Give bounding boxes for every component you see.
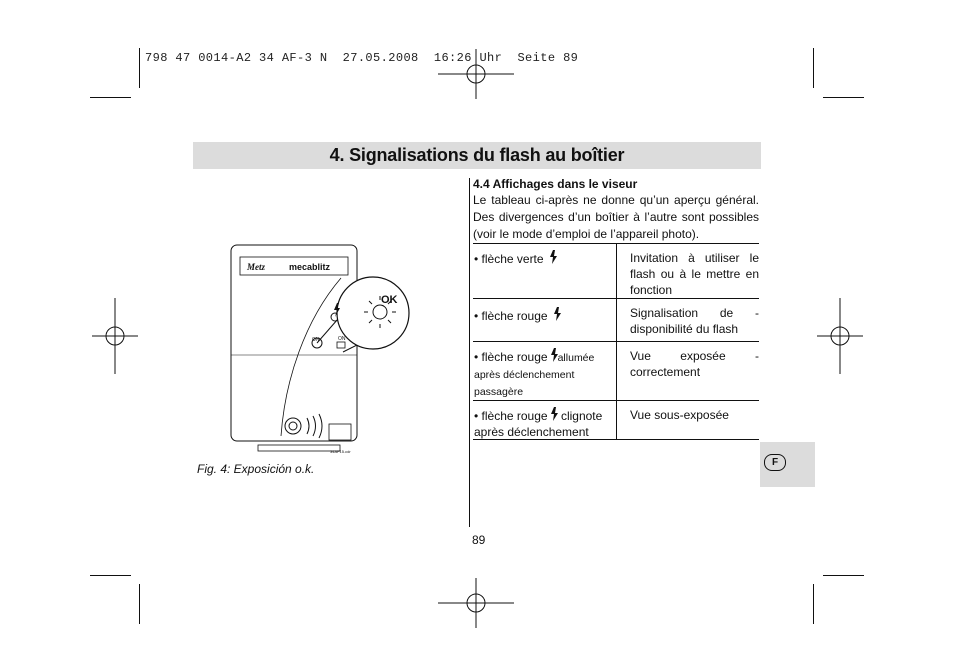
indicator-label: • flèche rouge [474, 309, 548, 323]
language-tab [760, 442, 815, 487]
table-row [473, 400, 759, 440]
indicator-label: • flèche rouge [474, 350, 548, 364]
chapter-title: 4. Signalisations du flash au boîtier [329, 145, 625, 165]
indicator-label: • flèche verte [474, 252, 544, 266]
section-heading: 4.4 Affichages dans le viseur [473, 177, 638, 191]
chapter-title-bar [193, 142, 761, 169]
indicator-note: clignote [560, 409, 603, 423]
table-row [473, 298, 759, 341]
meaning-cell: Signalisation de - disponibilité du flash [630, 306, 759, 336]
flash-arrow-icon [553, 307, 561, 321]
language-code: F [764, 454, 786, 471]
flash-arrow-icon [550, 407, 558, 421]
ok-label: OK [381, 294, 398, 306]
indicator-cell [473, 342, 617, 400]
indicator-extra: après déclenchement [474, 425, 589, 439]
table-row [473, 341, 759, 400]
indicator-cell [473, 244, 617, 298]
image-code: 34AF15.cdr [330, 449, 351, 454]
flash-arrow-icon [550, 348, 558, 362]
on-label-2: ON [338, 336, 346, 342]
page-number: 89 [472, 533, 486, 547]
table-row [473, 243, 759, 298]
viewfinder-table [473, 243, 759, 440]
flash-unit-figure [225, 240, 425, 460]
meaning-cell: Vue exposée - correctement [630, 349, 759, 379]
brand-name: mecablitz [289, 262, 331, 272]
meaning-cell: Vue sous-exposée [630, 408, 729, 422]
column-divider [469, 178, 470, 527]
indicator-label: • flèche rouge [474, 409, 548, 423]
metz-logo: Metz [247, 262, 265, 272]
indicator-extra: après déclenchement passagère [474, 369, 575, 398]
print-slug: 798 47 0014-A2 34 AF-3 N 27.05.2008 16:26 Uhr Seite 89 [145, 51, 579, 65]
flash-body [231, 245, 357, 441]
meaning-cell: Invitation à utiliser le flash ou à le mettre en fonction [630, 251, 759, 297]
on-label-1: ON [312, 337, 320, 343]
indicator-cell [473, 299, 617, 341]
indicator-note: allumée [557, 352, 595, 364]
figure-caption: Fig. 4: Exposición o.k. [197, 462, 315, 476]
flash-arrow-icon [549, 250, 557, 264]
indicator-cell [473, 401, 617, 439]
section-intro: Le tableau ci-après ne donne qu’un aperçu général. Des divergences d’un boîtier à l’autre sont possibles (voir le mode d’emploi de l’appareil photo). [473, 193, 759, 241]
